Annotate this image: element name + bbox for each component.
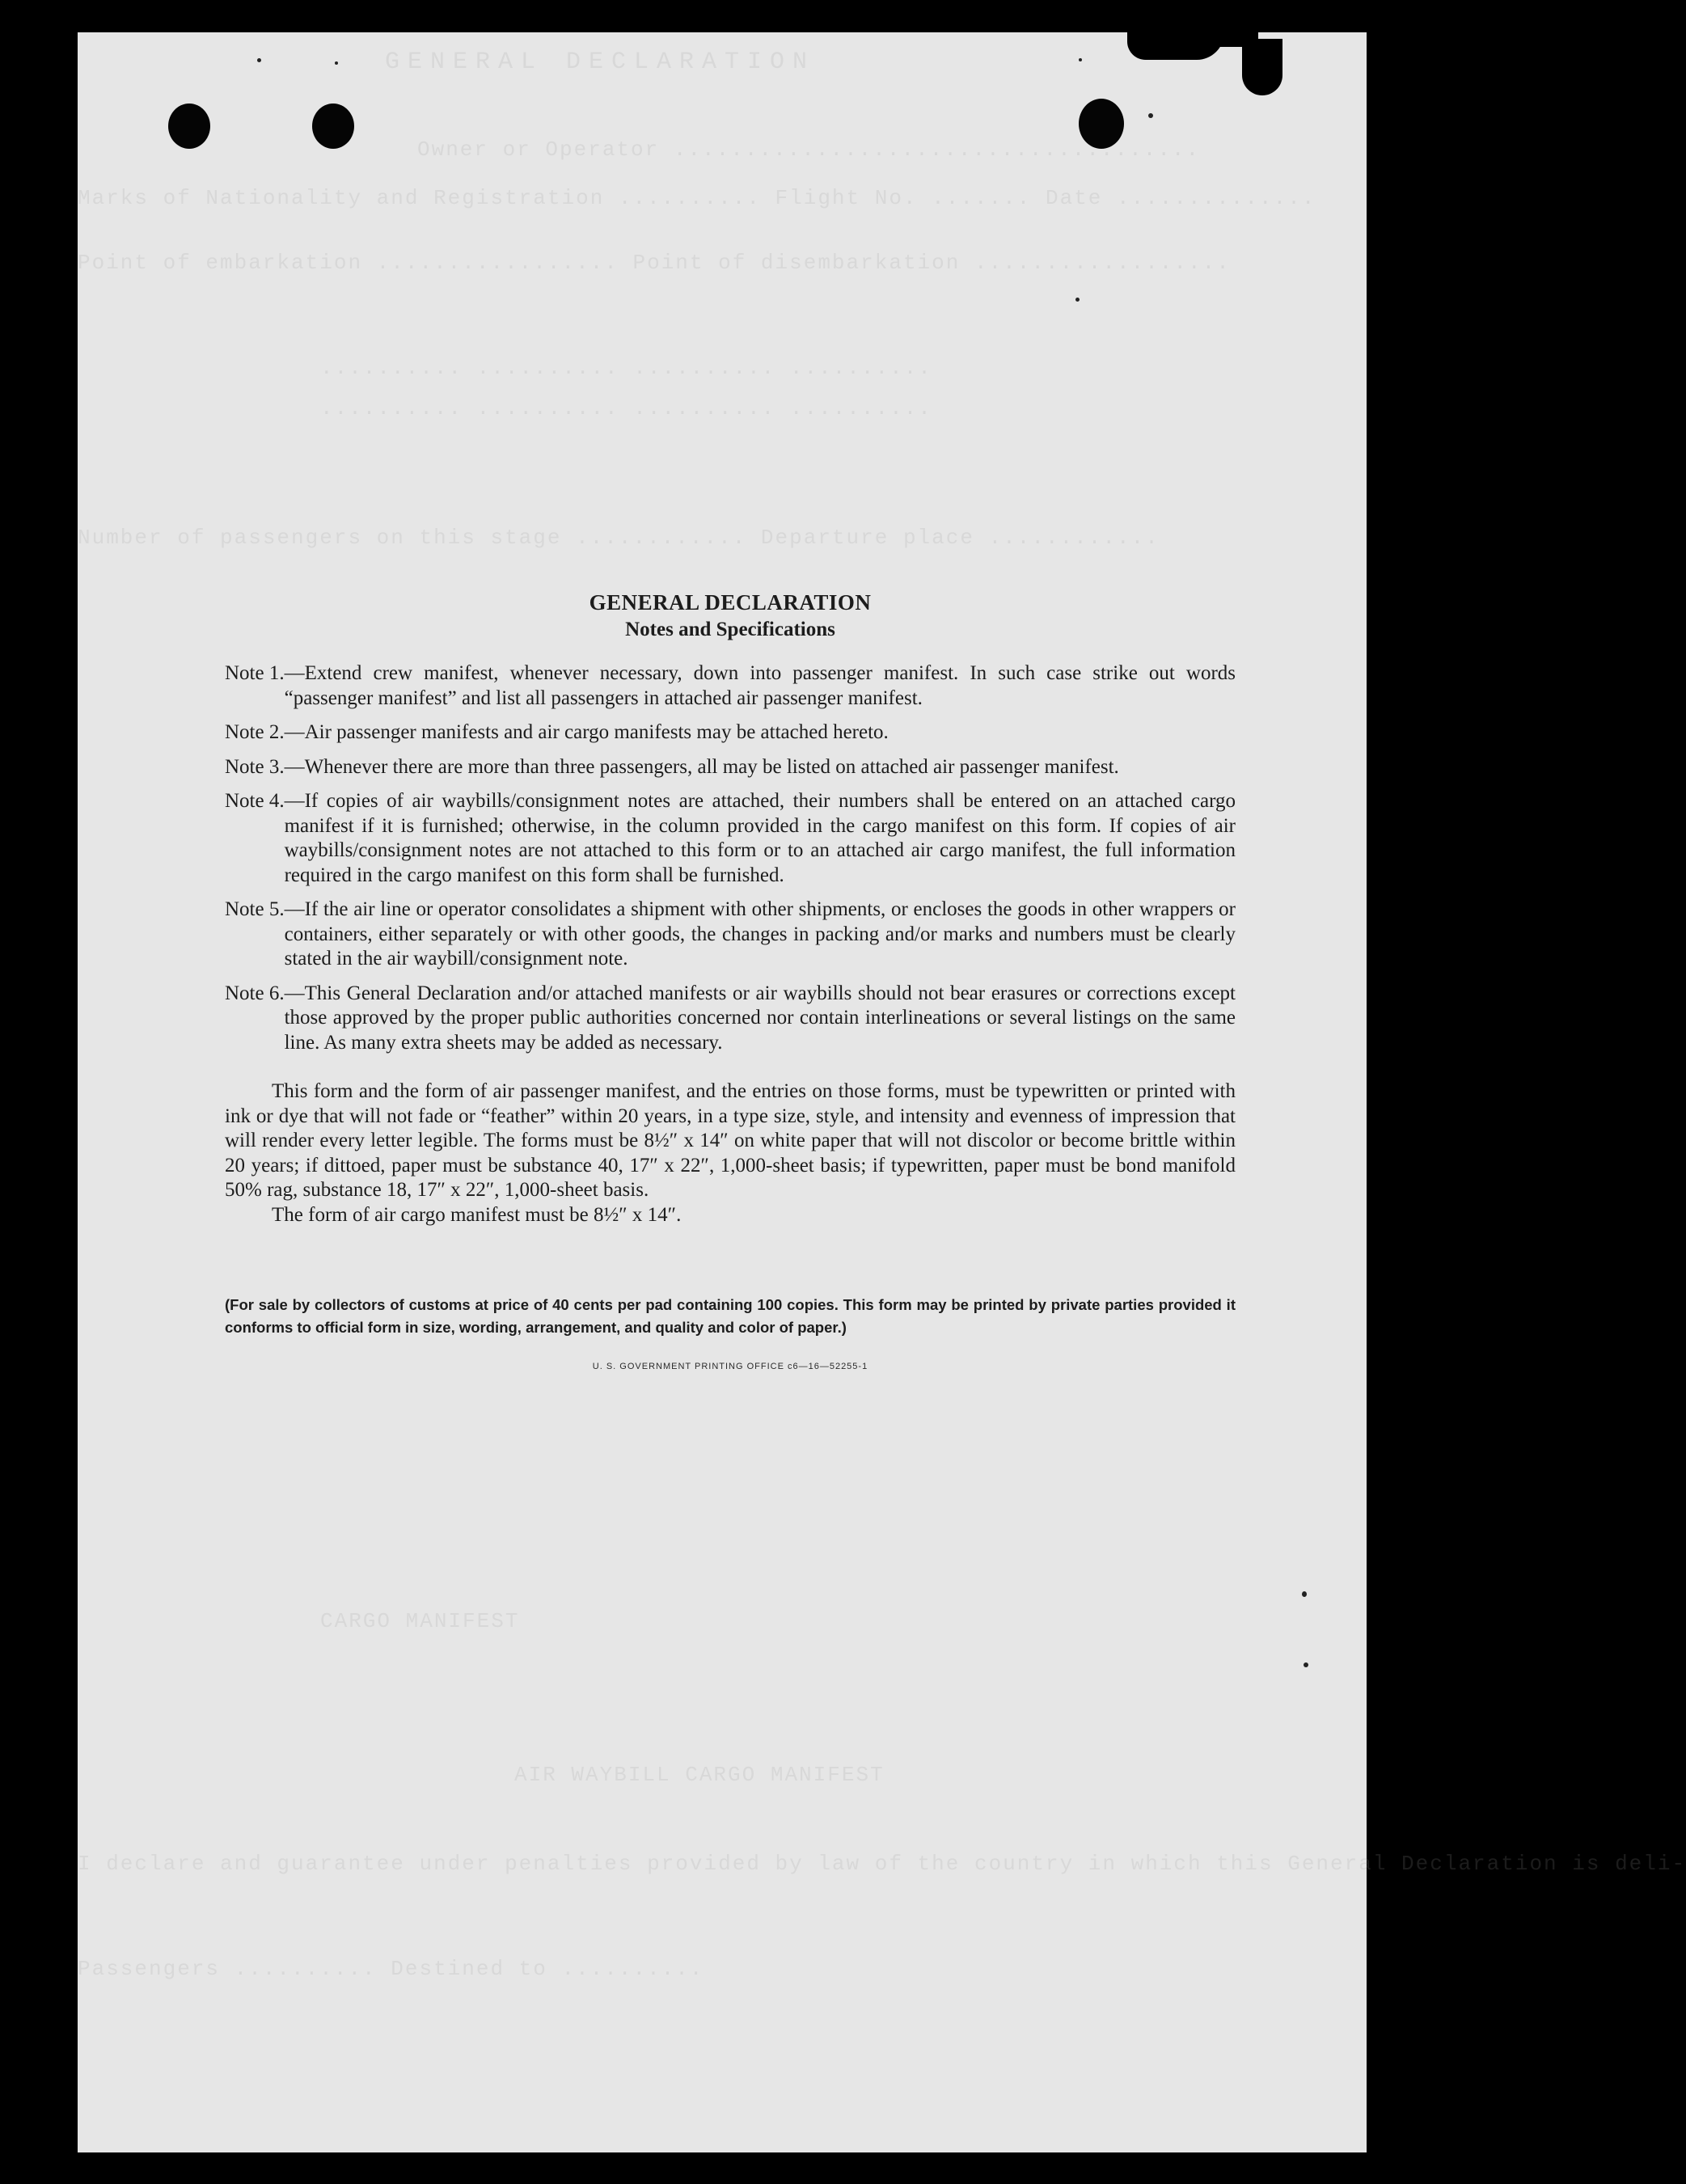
ink-speck — [1302, 1591, 1307, 1597]
punch-hole — [168, 103, 210, 149]
bleed-through-text: Owner or Operator ..................................... — [417, 137, 1201, 162]
bleed-through-text: Number of passengers on this stage ............ Departure place ............ — [78, 526, 1160, 550]
note-1-label: Note 1. — [225, 662, 285, 684]
bleed-through-text: .......... .......... .......... .......... — [320, 396, 932, 420]
note-6-text: —This General Declaration and/or attached manifests or air waybills should not bear erasures or corrections except those approved by the proper public authorities concerned nor contain interlineations or several listings on the same line. As many extra sheets may be added as necessary. — [284, 982, 1236, 1054]
bleed-through-text: AIR WAYBILL CARGO MANIFEST — [514, 1763, 885, 1787]
printer-imprint: U. S. GOVERNMENT PRINTING OFFICE c6—16—52255-1 — [592, 1362, 868, 1371]
note-5-label: Note 5. — [225, 898, 285, 920]
bleed-through-text: Point of embarkation ................. Point of disembarkation .................. — [78, 251, 1231, 275]
ink-speck — [257, 58, 261, 62]
note-2-label: Note 2. — [225, 721, 285, 743]
note-2 — [225, 720, 1236, 746]
form-specification-paragraph: This form and the form of air passenger manifest, and the entries on those forms, must be typewritten or printed with ink or dye that will not fade or “feather” within 20 years, in a type size, style, and intensity and evenness of impression that will render every letter legible. The forms must be 8½″ x 14″ on white paper that will not discolor or become brittle within 20 years; if dittoed, paper must be substance 40, 17″ x 22″, 1,000-sheet basis; if typewritten, paper must be bond manifold 50% rag, substance 18, 17″ x 22″, 1,000-sheet basis. — [225, 1080, 1236, 1201]
note-4-text: —If copies of air waybills/consignment notes are attached, their numbers shall be entered on an attached cargo manifest if it is furnished; otherwise, in the column provided in the cargo manifest on this form. If copies of air waybills/consignment notes are not attached to this form or to an attached air cargo manifest, the full information required in the cargo manifest on this form shall be furnished. — [284, 790, 1236, 886]
note-1-text: —Extend crew manifest, whenever necessary, down into passenger manifest. In such case strike out words “passenger manifest” and list all passengers in attached air passenger manifest. — [284, 662, 1236, 709]
document-page — [78, 32, 1686, 2152]
note-3-text: —Whenever there are more than three passengers, all may be listed on attached air passenger manifest. — [284, 755, 1119, 778]
bleed-through-text: Marks of Nationality and Registration .......... Flight No. ....... Date .............. — [78, 186, 1316, 210]
ink-speck — [1075, 298, 1080, 302]
notes-section — [225, 589, 1236, 1371]
note-3 — [225, 755, 1236, 780]
cargo-manifest-paragraph: The form of air cargo manifest must be 8½″ x 14″. — [272, 1203, 682, 1226]
torn-edge — [1242, 39, 1282, 95]
document-subtitle: Notes and Specifications — [625, 619, 835, 640]
note-5-text: —If the air line or operator consolidates a shipment with other shipments, or encloses the goods in other wrappers or containers, either separately or with other goods, the changes in packing and/or marks and numbers must be clearly stated in the air waybill/consignment note. — [284, 898, 1236, 969]
note-3-label: Note 3. — [225, 755, 285, 778]
bleed-through-text: I declare and guarantee under penalties provided by law of the country in which this General Declaration is deli- — [78, 1852, 1686, 1876]
note-5 — [225, 898, 1236, 972]
sale-notice: (For sale by collectors of customs at price of 40 cents per pad containing 100 copies. This form may be printed by private parties provided it conforms to official form in size, wording, arrangement, and quality and color of paper.) — [225, 1296, 1236, 1336]
ink-speck — [335, 61, 338, 65]
document-title: GENERAL DECLARATION — [589, 590, 872, 615]
ink-speck — [1304, 1662, 1308, 1667]
ink-speck — [1079, 58, 1082, 61]
bleed-through-text: Passengers .......... Destined to .......... — [78, 1957, 704, 1981]
note-4 — [225, 789, 1236, 888]
note-2-text: —Air passenger manifests and air cargo manifests may be attached hereto. — [284, 721, 889, 743]
note-6 — [225, 982, 1236, 1056]
note-6-label: Note 6. — [225, 982, 285, 1004]
bleed-through-text: GENERAL DECLARATION — [385, 49, 816, 76]
punch-hole — [312, 103, 354, 149]
bleed-through-text: CARGO MANIFEST — [320, 1609, 520, 1633]
note-1 — [225, 661, 1236, 711]
ink-speck — [1148, 113, 1153, 118]
bleed-through-text: .......... .......... .......... .......... — [320, 356, 932, 380]
note-4-label: Note 4. — [225, 790, 285, 812]
torn-edge — [1210, 32, 1258, 47]
